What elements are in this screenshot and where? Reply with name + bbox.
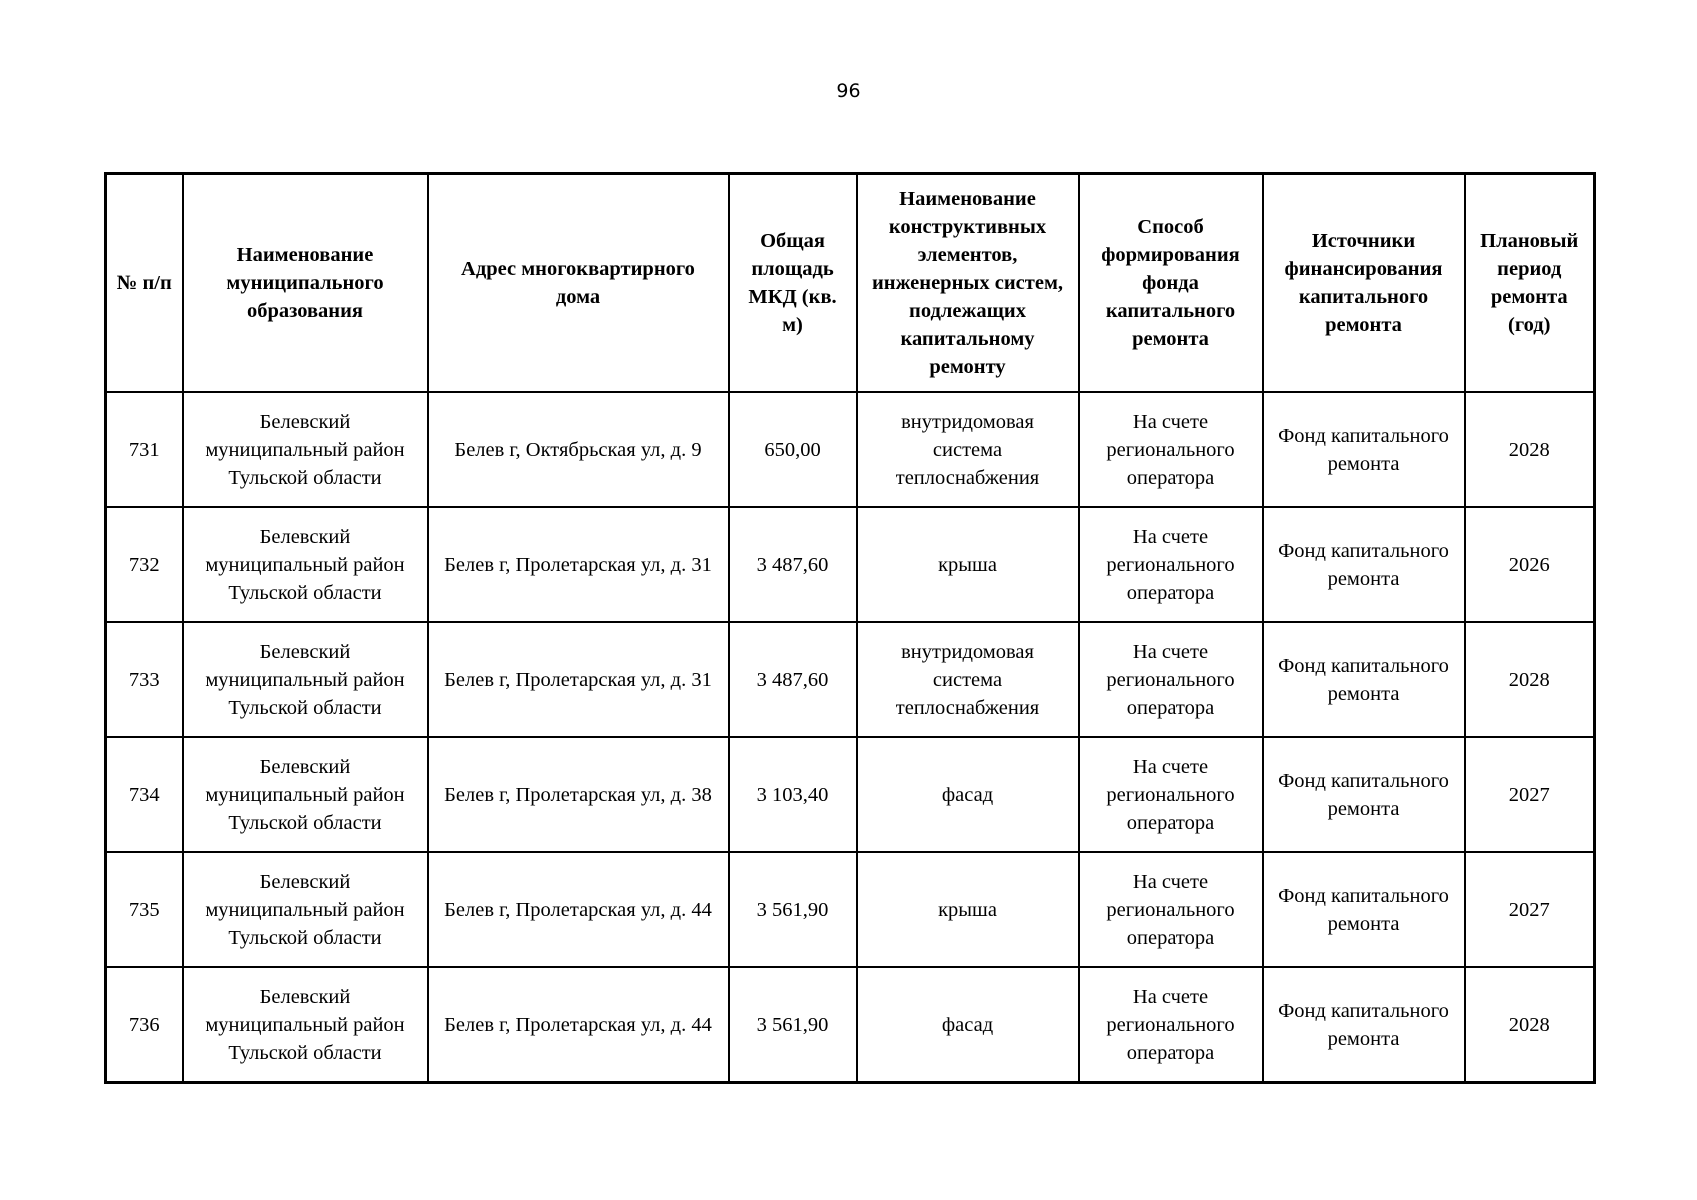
table-header-row — [106, 174, 1595, 393]
cell-municipality: Белевский муниципальный район Тульской области — [183, 507, 428, 622]
header-funding: Источники финансирования капитального ремонта — [1263, 174, 1465, 393]
header-period: Плановый период ремонта (год) — [1465, 174, 1595, 393]
cell-address: Белев г, Пролетарская ул, д. 31 — [428, 507, 729, 622]
cell-elements: крыша — [857, 507, 1079, 622]
cell-period: 2028 — [1465, 967, 1595, 1083]
cell-municipality: Белевский муниципальный район Тульской области — [183, 622, 428, 737]
cell-elements: фасад — [857, 967, 1079, 1083]
cell-num: 735 — [106, 852, 183, 967]
cell-period: 2027 — [1465, 737, 1595, 852]
header-municipality: Наименование муниципального образования — [183, 174, 428, 393]
cell-area: 3 561,90 — [729, 852, 857, 967]
cell-funding: Фонд капитального ремонта — [1263, 392, 1465, 507]
cell-period: 2028 — [1465, 622, 1595, 737]
cell-funding: Фонд капитального ремонта — [1263, 622, 1465, 737]
cell-area: 3 561,90 — [729, 967, 857, 1083]
cell-elements: внутридомовая система теплоснабжения — [857, 622, 1079, 737]
table-row — [106, 507, 1595, 622]
cell-method: На счете регионального оператора — [1079, 622, 1263, 737]
cell-area: 650,00 — [729, 392, 857, 507]
cell-area: 3 103,40 — [729, 737, 857, 852]
page-number: 96 — [836, 80, 861, 102]
cell-municipality: Белевский муниципальный район Тульской области — [183, 967, 428, 1083]
header-method: Способ формирования фонда капитального ремонта — [1079, 174, 1263, 393]
cell-num: 731 — [106, 392, 183, 507]
cell-method: На счете регионального оператора — [1079, 737, 1263, 852]
cell-num: 736 — [106, 967, 183, 1083]
cell-elements: крыша — [857, 852, 1079, 967]
capital-repair-table — [104, 172, 1596, 1084]
cell-method: На счете регионального оператора — [1079, 967, 1263, 1083]
cell-municipality: Белевский муниципальный район Тульской области — [183, 392, 428, 507]
cell-address: Белев г, Пролетарская ул, д. 44 — [428, 852, 729, 967]
cell-municipality: Белевский муниципальный район Тульской области — [183, 852, 428, 967]
cell-address: Белев г, Пролетарская ул, д. 31 — [428, 622, 729, 737]
cell-funding: Фонд капитального ремонта — [1263, 967, 1465, 1083]
cell-method: На счете регионального оператора — [1079, 392, 1263, 507]
cell-num: 733 — [106, 622, 183, 737]
cell-num: 734 — [106, 737, 183, 852]
header-area: Общая площадь МКД (кв. м) — [729, 174, 857, 393]
cell-period: 2027 — [1465, 852, 1595, 967]
cell-address: Белев г, Пролетарская ул, д. 44 — [428, 967, 729, 1083]
cell-funding: Фонд капитального ремонта — [1263, 852, 1465, 967]
table-row — [106, 967, 1595, 1083]
cell-elements: внутридомовая система теплоснабжения — [857, 392, 1079, 507]
cell-address: Белев г, Пролетарская ул, д. 38 — [428, 737, 729, 852]
cell-method: На счете регионального оператора — [1079, 852, 1263, 967]
cell-area: 3 487,60 — [729, 622, 857, 737]
cell-funding: Фонд капитального ремонта — [1263, 507, 1465, 622]
cell-method: На счете регионального оператора — [1079, 507, 1263, 622]
cell-period: 2028 — [1465, 392, 1595, 507]
cell-period: 2026 — [1465, 507, 1595, 622]
table-row — [106, 737, 1595, 852]
cell-elements: фасад — [857, 737, 1079, 852]
table-row — [106, 392, 1595, 507]
header-address: Адрес многоквартирного дома — [428, 174, 729, 393]
cell-municipality: Белевский муниципальный район Тульской области — [183, 737, 428, 852]
table-row — [106, 852, 1595, 967]
table-row — [106, 622, 1595, 737]
cell-address: Белев г, Октябрьская ул, д. 9 — [428, 392, 729, 507]
cell-area: 3 487,60 — [729, 507, 857, 622]
header-elements: Наименование конструктивных элементов, инженерных систем, подлежащих капитальному ремонту — [857, 174, 1079, 393]
cell-funding: Фонд капитального ремонта — [1263, 737, 1465, 852]
header-num: № п/п — [106, 174, 183, 393]
cell-num: 732 — [106, 507, 183, 622]
